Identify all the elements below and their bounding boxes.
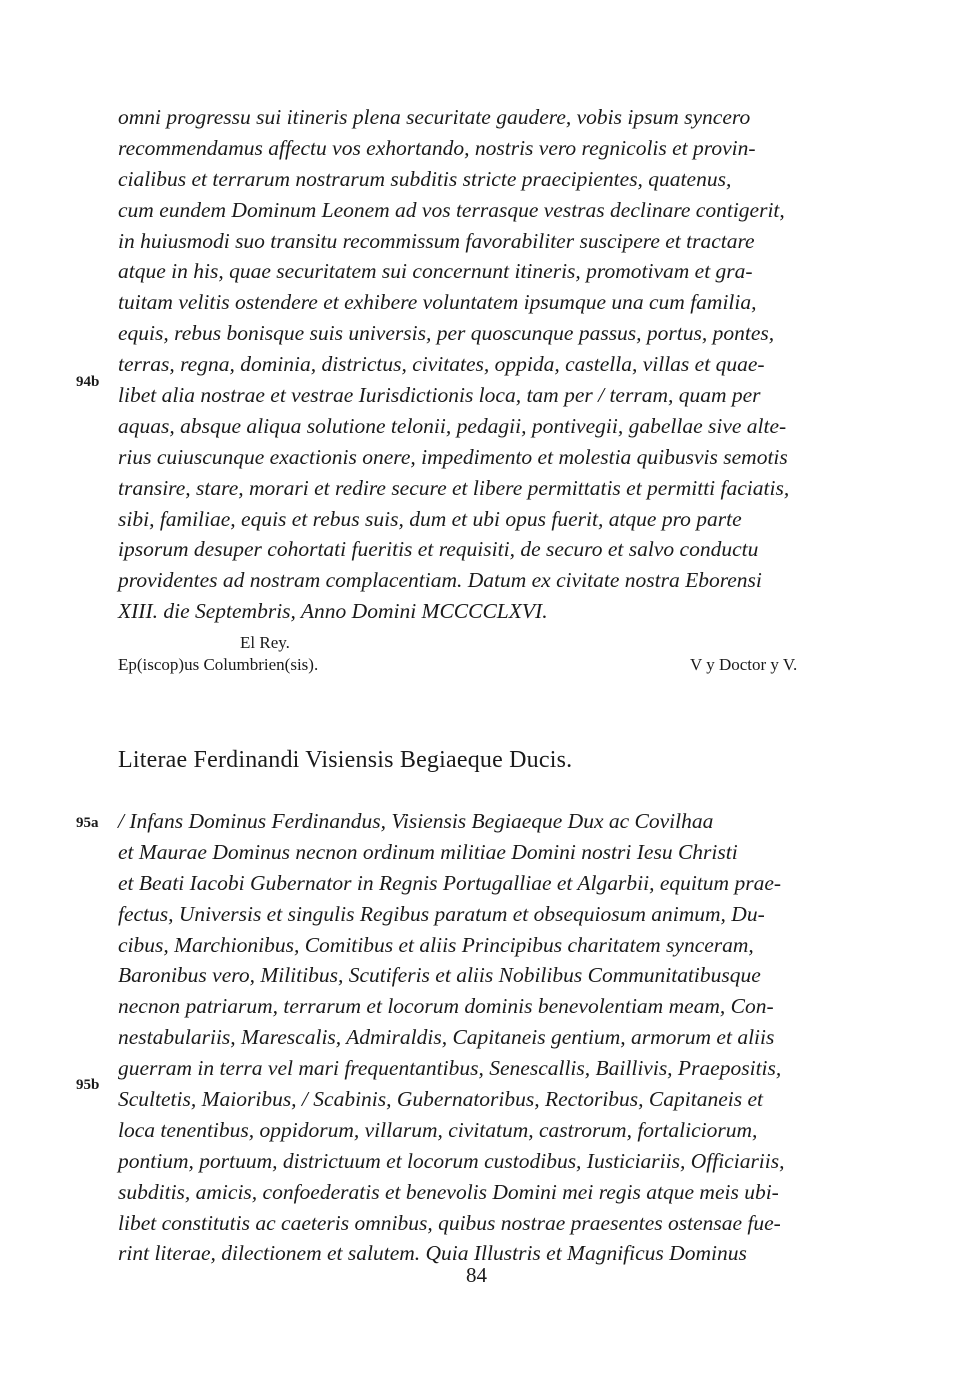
text-line: terras, regna, dominia, districtus, civitates, oppida, castella, villas et quae- [118, 352, 765, 377]
text-line: recommendamus affectu vos exhortando, nostris vero regnicolis et provin- [118, 135, 756, 160]
text-line: / Infans Dominus Ferdinandus, Visiensis Begiaeque Dux ac Covilhaa [118, 809, 714, 833]
text-line: rint literae, dilectionem et salutem. Quia Illustris et Magnificus Dominus [118, 1241, 747, 1266]
text-line: pontium, portuum, districtuum et locorum custodibus, Iusticiariis, Officiariis, [118, 1148, 785, 1173]
text-line: tuitam velitis ostendere et exhibere voluntatem ipsumque una cum familia, [118, 290, 757, 315]
text-line: XIII. die Septembris, Anno Domini MCCCCLXVI. [118, 599, 548, 624]
section-heading: Literae Ferdinandi Visiensis Begiaeque Ducis. [118, 747, 573, 773]
margin-marker-94b: 94b [76, 374, 100, 390]
text-line: nestabulariis, Marescalis, Admiraldis, Capitaneis gentium, armorum et aliis [118, 1025, 775, 1050]
text-line: rius cuiuscunque exactionis onere, impedimento et molestia quibusvis semotis [118, 444, 788, 469]
text-line: atque in his, quae securitatem sui concernunt itineris, promotivam et gra- [118, 259, 753, 284]
text-line: et Beati Iacobi Gubernator in Regnis Portugalliae et Algarbii, equitum prae- [118, 870, 782, 895]
text-line: cialibus et terrarum nostrarum subditis stricte praecipientes, quatenus, [118, 166, 732, 191]
text-line: sibi, familiae, equis et rebus suis, dum et ubi opus fuerit, atque pro parte [118, 506, 742, 531]
text-line: libet alia nostrae et vestrae Iurisdictionis loca, tam per / terram, quam per [118, 383, 761, 408]
signature-doctor: V y Doctor y V. [690, 655, 798, 674]
text-line: guerram in terra vel mari frequentantibus, Senescallis, Baillivis, Praepositis, [118, 1056, 782, 1081]
text-line: in huiusmodi suo transitu recommissum favorabiliter suscipere et tractare [118, 228, 755, 253]
text-line: omni progressu sui itineris plena securitate gaudere, vobis ipsum syncero [118, 105, 751, 129]
signature-king: El Rey. [240, 633, 290, 652]
text-block-safe-conduct [118, 102, 850, 627]
text-line: loca tenentibus, oppidorum, villarum, civitatum, castrorum, fortaliciorum, [118, 1117, 758, 1142]
signature-bishop: Ep(iscop)us Columbrien(sis). [118, 655, 319, 674]
text-line: et Maurae Dominus necnon ordinum militiae Domini nostri Iesu Christi [118, 839, 738, 864]
text-line: cibus, Marchionibus, Comitibus et aliis Principibus charitatem synceram, [118, 932, 754, 957]
margin-marker-95b: 95b [76, 1077, 100, 1093]
text-line: Baronibus vero, Militibus, Scutiferis et aliis Nobilibus Communitatibusque [118, 963, 761, 988]
text-line: transire, stare, morari et redire secure et libere permittatis et permitti faciatis, [118, 475, 790, 500]
text-line: libet constitutis ac caeteris omnibus, quibus nostrae praesentes ostensae fue- [118, 1210, 781, 1235]
text-line: Scultetis, Maioribus, / Scabinis, Gubernatoribus, Rectoribus, Capitaneis et [118, 1087, 763, 1112]
text-line: fectus, Universis et singulis Regibus paratum et obsequiosum animum, Du- [118, 901, 765, 926]
text-line: ipsorum desuper cohortati fueritis et requisiti, de securo et salvo conductu [118, 537, 759, 562]
text-block-ferdinand-letter [118, 806, 850, 1269]
text-line: providentes ad nostram complacentiam. Datum ex civitate nostra Eborensi [118, 568, 762, 593]
text-line: equis, rebus bonisque suis universis, per quoscunque passus, portus, pontes, [118, 321, 775, 346]
text-line: subditis, amicis, confoederatis et benevolis Domini mei regis atque meis ubi- [118, 1179, 779, 1204]
text-line: cum eundem Dominum Leonem ad vos terrasque vestras declinare contigerit, [118, 197, 785, 222]
margin-marker-95a: 95a [76, 815, 99, 831]
text-line: aquas, absque aliqua solutione telonii, pedagii, pontivegii, gabellae sive alte- [118, 413, 787, 438]
text-line: necnon patriarum, terrarum et locorum dominis benevolentiam meam, Con- [118, 994, 774, 1019]
page-number: 84 [466, 1263, 487, 1287]
